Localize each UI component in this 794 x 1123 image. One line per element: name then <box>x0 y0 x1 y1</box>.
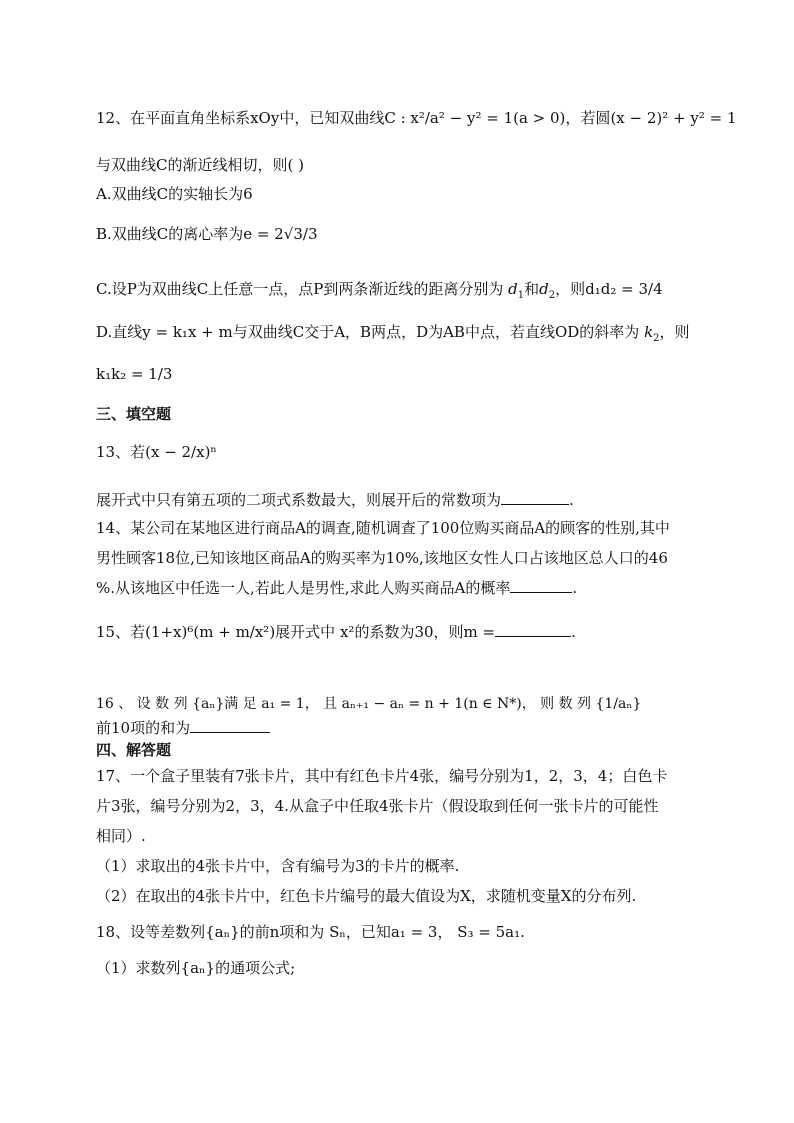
q18-sub1-b: 的通项公式; <box>215 959 296 977</box>
q13-prefix: 13、若 <box>96 443 146 461</box>
q15-expr: (1+x)⁶(m + m/x²) <box>145 623 276 641</box>
q12-option-c-and: 和 <box>524 280 540 298</box>
section-fill-in-heading: 三、填空题 <box>96 405 172 423</box>
q14-line1: 14、某公司在某地区进行商品A的调查,随机调查了100位购买商品A的顾客的性别,其中 <box>96 519 670 537</box>
q14-end: . <box>572 579 578 597</box>
q12-line1 <box>96 108 737 128</box>
q18-known: 已知 <box>360 923 391 941</box>
q15-answer-blank[interactable] <box>495 622 571 637</box>
q12-option-b-formula: e = 2√3/3 <box>243 225 318 243</box>
q16-recurrence: aₙ₊₁ − aₙ = n + 1(n ∈ N*)， <box>341 696 536 712</box>
q12-option-a: A.双曲线C的实轴长为6 <box>96 185 253 203</box>
q12-option-c-text: C.设P为双曲线C上任意一点，点P到两条渐近线的距离分别为 <box>96 280 504 298</box>
q18-prefix: 18、设等差数列 <box>96 923 206 941</box>
q17-sub2: （2）在取出的4张卡片中，红色卡片编号的最大值设为X，求随机变量X的分布列. <box>96 887 637 905</box>
q16-text-c: 且 <box>323 696 338 712</box>
q15-end: . <box>571 623 576 641</box>
q12-option-b <box>96 224 716 244</box>
q15-x2: x² <box>339 623 355 641</box>
q12-option-d-text: 与双曲线C交于A，B两点，D为AB中点，若直线OD的斜率为 <box>232 323 640 341</box>
q12-option-b-text: B.双曲线C的离心率为 <box>96 225 244 243</box>
q12-option-d-then: ，则 <box>659 323 690 341</box>
q16-text-b: 满 足 <box>224 696 257 712</box>
q12-option-d-label: D.直线 <box>96 323 143 341</box>
q18-sn: Sₙ， <box>329 923 361 941</box>
q13-text: 展开式中只有第五项的二项式系数最大，则展开后的常数项为 <box>96 491 502 509</box>
q18-sub1-seq: {aₙ} <box>180 959 216 977</box>
q14-line2: 男性顾客18位,已知该地区商品A的购买率为10%,该地区女性人口占该地区总人口的46 <box>96 549 668 567</box>
q12-option-c-formula: d₁d₂ = 3/4 <box>585 280 663 298</box>
q18-line1 <box>96 922 716 942</box>
q17-sub1: （1）求取出的4张卡片中，含有编号为3的卡片的概率. <box>96 857 460 875</box>
q12-circle: (x − 2)² + y² = 1 <box>610 109 737 127</box>
q15-text2: 的系数为30，则 <box>354 623 464 641</box>
q12-option-d-eq: y = k₁x + m <box>142 323 233 341</box>
q18-sub1 <box>96 958 716 978</box>
q12-option-c-then: ，则 <box>555 280 586 298</box>
q18-mid: 的前n项和为 <box>239 923 325 941</box>
q12-option-d-formula: k₁k₂ = 1/3 <box>96 365 173 383</box>
q16-text-d: 则 数 列 <box>540 696 592 712</box>
q12-prefix: 12、在平面直角坐标系xOy中，已知双曲线 <box>96 109 385 127</box>
q14-answer-blank[interactable] <box>510 578 572 593</box>
q15-m: m = <box>463 623 496 641</box>
q12-line2: 与双曲线C的渐近线相切，则( ) <box>96 156 304 174</box>
q17-line1: 17、一个盒子里装有7张卡片，其中有红色卡片4张，编号分别为1，2，3，4；白色卡 <box>96 767 668 785</box>
q12-option-c: C.设P为双曲线C上任意一点，点P到两条渐近线的距离分别为 $d_1$和$d_2$，则d₁d₂ = 3/4 <box>96 280 663 301</box>
q15-text: 展开式中 <box>275 623 336 641</box>
q15-prefix: 15、若 <box>96 623 146 641</box>
q13-line2 <box>96 490 716 510</box>
q17-line3: 相同）. <box>96 827 146 845</box>
q16-answer-blank[interactable] <box>190 718 270 733</box>
q12-option-d: D.直线y = k₁x + m与双曲线C交于A，B两点，D为AB中点，若直线OD的斜率为 $k_2$，则 <box>96 323 690 344</box>
q16-text-a: 16 、 设 数 列 <box>96 696 188 712</box>
section-solve-heading: 四、解答题 <box>96 741 172 759</box>
q12-mid: ，若圆 <box>565 109 611 127</box>
q16-text-sum: 前10项的和为 <box>96 719 191 737</box>
q18-cond: a₁ = 3， S₃ = 5a₁. <box>390 923 525 941</box>
q16-line1 <box>96 694 716 714</box>
q13-expr: (x − 2/x)ⁿ <box>145 443 217 461</box>
q14-line3 <box>96 578 716 598</box>
q16-inverse-seq: {1/aₙ} <box>595 696 642 712</box>
q13-answer-blank[interactable] <box>501 490 569 505</box>
q16-seq: {aₙ} <box>192 696 225 712</box>
q12-curve: C : x²/a² − y² = 1(a > 0) <box>384 109 566 127</box>
q16-line2 <box>96 718 716 738</box>
q13-line1 <box>96 442 716 462</box>
q18-sub1-a: （1）求数列 <box>96 959 181 977</box>
q15-line <box>96 622 716 642</box>
q13-end: . <box>569 491 574 509</box>
q14-text: %.从该地区中任选一人,若此人是男性,求此人购买商品A的概率 <box>96 579 511 597</box>
q17-line2: 片3张，编号分别为2，3，4.从盒子中任取4张卡片（假设取到任何一张卡片的可能性 <box>96 797 659 815</box>
q18-seq: {aₙ} <box>205 923 240 941</box>
q16-a1: a₁ = 1， <box>261 696 319 712</box>
